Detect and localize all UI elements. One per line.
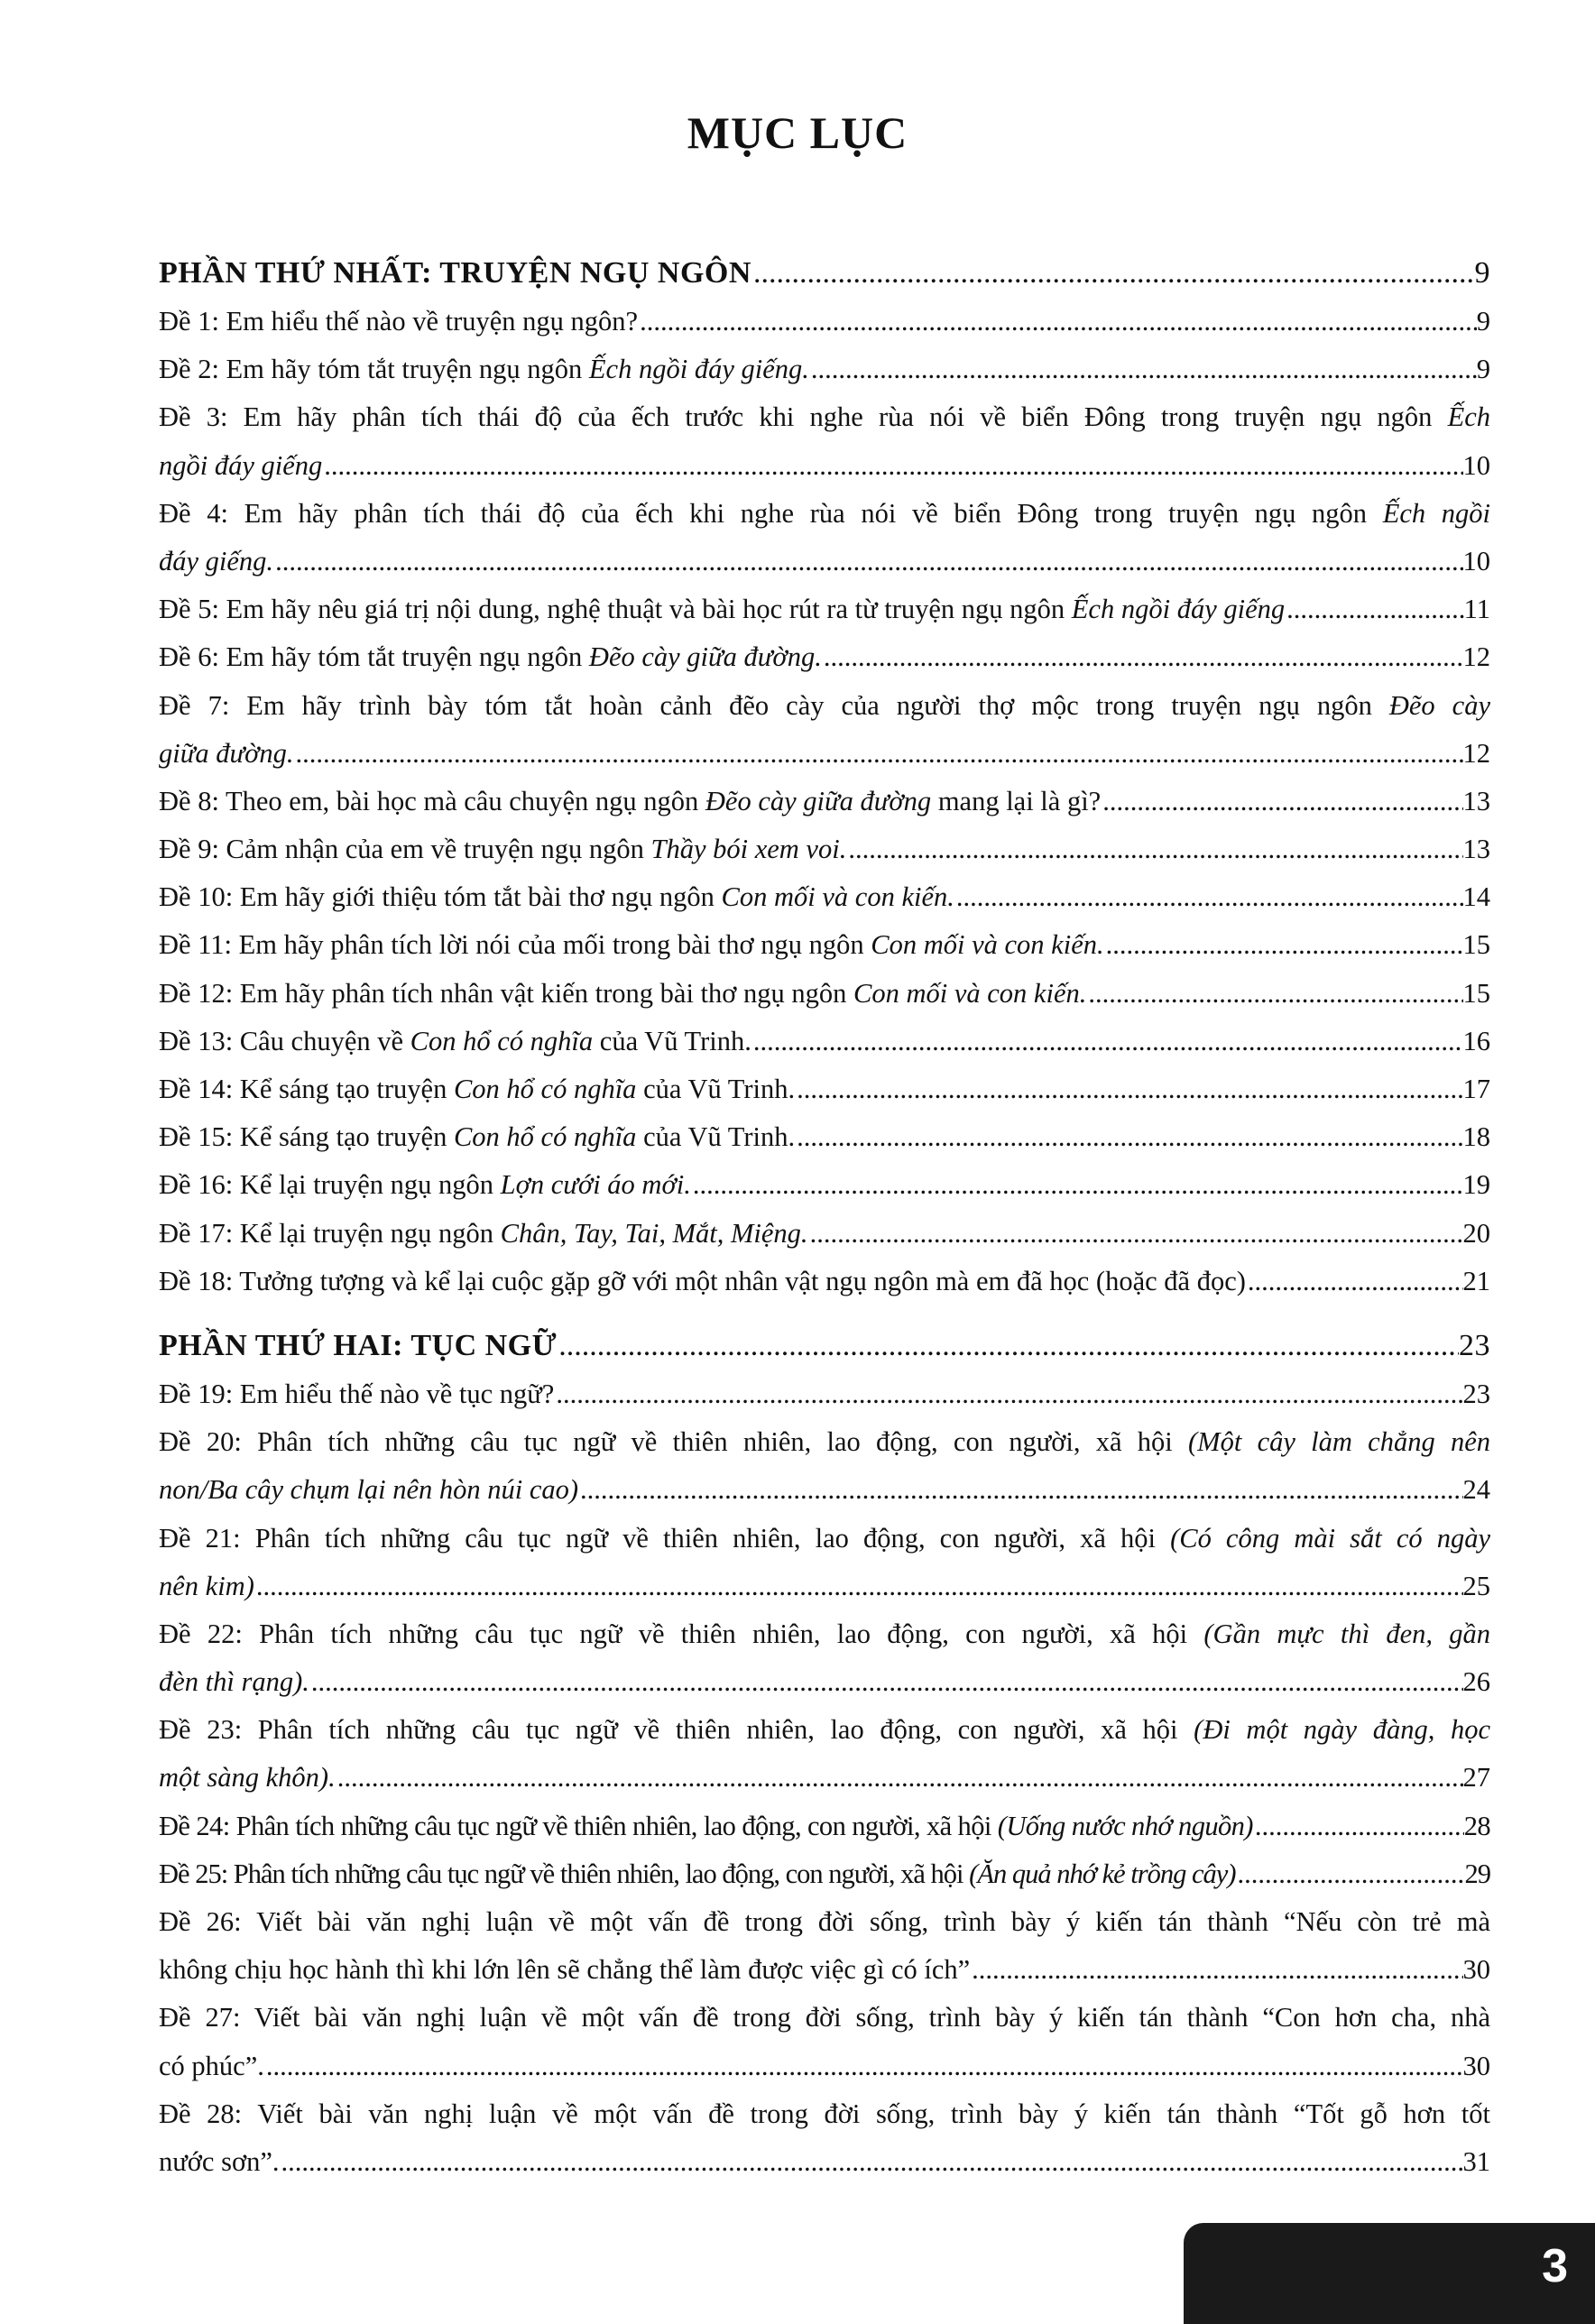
leader-dots	[336, 1754, 1463, 1802]
page-ref: 17	[1462, 1073, 1490, 1104]
leader-dots	[638, 298, 1477, 346]
toc-entry-25[interactable]: Đề 25: Phân tích những câu tục ngữ về thiên nhiên, lao động, con người, xã hội (Ăn quả nhớ kẻ trồng cây) ..... 29	[159, 1850, 1490, 1898]
page-ref: 30	[1462, 1954, 1490, 1986]
leader-dots	[691, 1161, 1463, 1209]
page-ref: 13	[1462, 834, 1490, 865]
leader-dots	[1253, 1803, 1464, 1850]
toc-section-1[interactable]	[159, 249, 1490, 298]
page-ref: 23	[1459, 1328, 1490, 1362]
page-ref: 20	[1462, 1217, 1490, 1249]
leader-dots	[822, 633, 1463, 681]
page-ref: 24	[1462, 1474, 1490, 1506]
leader-dots	[254, 1563, 1463, 1610]
toc-entry-20[interactable]: Đề 20: Phân tích những câu tục ngữ về thiên nhiên, lao động, con người, xã hội (Một cây làm chẳng nên non/Ba cây chụm lại nên hòn núi cao) ..... 24	[159, 1418, 1490, 1514]
page-ref: 12	[1462, 641, 1490, 673]
page-ref: 10	[1462, 545, 1490, 576]
leader-dots	[309, 1658, 1463, 1706]
page-ref: 27	[1462, 1762, 1490, 1794]
page-ref: 21	[1462, 1265, 1490, 1296]
toc-entry-22[interactable]: Đề 22: Phân tích những câu tục ngữ về thiên nhiên, lao động, con người, xã hội (Gần mực thì đen, gần đèn thì rạng). ..... 26	[159, 1610, 1490, 1706]
page-ref: 13	[1462, 785, 1490, 816]
page-title: MỤC LỤC	[687, 107, 908, 158]
page-ref: 9	[1476, 305, 1490, 337]
leader-dots	[809, 346, 1477, 393]
toc-entry-2[interactable]: Đề 2: Em hãy tóm tắt truyện ngụ ngôn Ếch ngồi đáy giếng. ..... 9	[159, 346, 1490, 393]
page-ref: 18	[1462, 1121, 1490, 1153]
toc-entry-27[interactable]: Đề 27: Viết bài văn nghị luận về một vấn đề trong đời sống, trình bày ý kiến tán thành “Con hơn cha, nhà có phúc”. ..... 30	[159, 1994, 1490, 2089]
toc-entry-13[interactable]: Đề 13: Câu chuyện về Con hổ có nghĩa của Vũ Trinh. ..... 16	[159, 1018, 1490, 1065]
leader-dots	[846, 825, 1462, 873]
leader-dots	[1246, 1258, 1463, 1305]
leader-dots	[1236, 1850, 1465, 1898]
toc-entry-15[interactable]: Đề 15: Kể sáng tạo truyện Con hổ có nghĩa của Vũ Trinh. ..... 18	[159, 1113, 1490, 1161]
page-ref: 19	[1462, 1169, 1490, 1201]
leader-dots	[808, 1210, 1463, 1258]
toc-entry-9[interactable]: Đề 9: Cảm nhận của em về truyện ngụ ngôn Thầy bói xem voi. ..... 13	[159, 825, 1490, 873]
page-ref: 23	[1462, 1378, 1490, 1409]
toc-entry-14[interactable]: Đề 14: Kể sáng tạo truyện Con hổ có nghĩa của Vũ Trinh. ..... 17	[159, 1065, 1490, 1113]
page-ref: 9	[1476, 354, 1490, 385]
toc-entry-4[interactable]: Đề 4: Em hãy phân tích thái độ của ếch khi nghe rùa nói về biển Đông trong truyện ngụ ngôn Ếch ngồi đáy giếng. ..... 10	[159, 490, 1490, 586]
leader-dots	[322, 442, 1462, 490]
toc-entry-11[interactable]: Đề 11: Em hãy phân tích lời nói của mối trong bài thơ ngụ ngôn Con mối và con kiến. ..... 15	[159, 921, 1490, 969]
toc-entry-21[interactable]: Đề 21: Phân tích những câu tục ngữ về thiên nhiên, lao động, con người, xã hội (Có công mài sắt có ngày nên kim) ..... 25	[159, 1515, 1490, 1610]
leader-dots	[1285, 586, 1464, 633]
leader-dots	[954, 873, 1463, 921]
page-ref: 15	[1462, 977, 1490, 1009]
leader-dots	[279, 2138, 1462, 2186]
toc-section-2[interactable]	[159, 1322, 1490, 1370]
page-ref: 25	[1462, 1570, 1490, 1601]
toc-entry-6[interactable]: Đề 6: Em hãy tóm tắt truyện ngụ ngôn Đẽo cày giữa đường. ..... 12	[159, 633, 1490, 681]
leader-dots	[751, 1018, 1463, 1065]
toc-entry-7[interactable]: Đề 7: Em hãy trình bày tóm tắt hoàn cảnh đẽo cày của người thợ mộc trong truyện ngụ ngôn Đẽo cày giữa đường. ..... 12	[159, 682, 1490, 778]
leader-dots	[557, 1322, 1459, 1370]
page-ref: 26	[1462, 1666, 1490, 1698]
leader-dots	[1101, 778, 1462, 825]
leader-dots	[554, 1370, 1462, 1418]
page-ref: 10	[1462, 449, 1490, 481]
toc-entry-28[interactable]: Đề 28: Viết bài văn nghị luận về một vấn đề trong đời sống, trình bày ý kiến tán thành “Tốt gỗ hơn tốt nước sơn”. ..... 31	[159, 2090, 1490, 2186]
toc-entry-26[interactable]: Đề 26: Viết bài văn nghị luận về một vấn đề trong đời sống, trình bày ý kiến tán thành “Nếu còn trẻ mà không chịu học hành thì khi lớn lên sẽ chẳng thể làm được việc gì có ích” ..... 30	[159, 1898, 1490, 1994]
page-ref: 16	[1462, 1025, 1490, 1056]
leader-dots	[1086, 970, 1462, 1018]
page-ref: 30	[1462, 2050, 1490, 2081]
leader-dots	[273, 538, 1462, 586]
leader-dots	[578, 1466, 1462, 1514]
toc-entry-8[interactable]: Đề 8: Theo em, bài học mà câu chuyện ngụ ngôn Đẽo cày giữa đường mang lại là gì? ..... 13	[159, 778, 1490, 825]
table-of-contents	[159, 249, 1490, 2186]
toc-entry-10[interactable]: Đề 10: Em hãy giới thiệu tóm tắt bài thơ ngụ ngôn Con mối và con kiến. ..... 14	[159, 873, 1490, 921]
leader-dots	[795, 1065, 1462, 1113]
toc-entry-18[interactable]: Đề 18: Tưởng tượng và kể lại cuộc gặp gỡ với một nhân vật ngụ ngôn mà em đã học (hoặc đã đọc) ..... 21	[159, 1258, 1490, 1305]
page-ref: 12	[1462, 737, 1490, 769]
toc-entry-24[interactable]: Đề 24: Phân tích những câu tục ngữ về thiên nhiên, lao động, con người, xã hội (Uống nước nhớ nguồn) ..... 28	[159, 1803, 1490, 1850]
page-number: 3	[1542, 2240, 1568, 2292]
leader-dots	[751, 249, 1475, 298]
section-title: PHẦN THỨ HAI: TỤC NGỮ	[159, 1328, 558, 1362]
section-title: PHẦN THỨ NHẤT: TRUYỆN NGỤ NGÔN	[159, 256, 751, 290]
page-ref: 28	[1463, 1810, 1490, 1841]
page-ref: 31	[1462, 2145, 1490, 2177]
toc-entry-23[interactable]: Đề 23: Phân tích những câu tục ngữ về thiên nhiên, lao động, con người, xã hội (Đi một ngày đàng, học một sàng khôn). ..... 27	[159, 1706, 1490, 1802]
toc-entry-3[interactable]: Đề 3: Em hãy phân tích thái độ của ếch trước khi nghe rùa nói về biển Đông trong truyện ngụ ngôn Ếch ngồi đáy giếng ..... 10	[159, 393, 1490, 489]
page-ref: 15	[1462, 929, 1490, 961]
leader-dots	[264, 2043, 1463, 2090]
page-ref: 29	[1464, 1858, 1490, 1889]
leader-dots	[795, 1113, 1462, 1161]
toc-entry-5[interactable]: Đề 5: Em hãy nêu giá trị nội dung, nghệ thuật và bài học rút ra từ truyện ngụ ngôn Ếch ngồi đáy giếng ..... 11	[159, 586, 1490, 633]
page-ref: 11	[1463, 594, 1490, 625]
page-ref: 9	[1474, 256, 1490, 290]
page-ref: 14	[1462, 881, 1490, 913]
toc-entry-1[interactable]: Đề 1: Em hiểu thế nào về truyện ngụ ngôn? ..... 9	[159, 298, 1490, 346]
toc-entry-16[interactable]: Đề 16: Kể lại truyện ngụ ngôn Lợn cưới áo mới. ..... 19	[159, 1161, 1490, 1209]
leader-dots	[294, 730, 1463, 778]
leader-dots	[970, 1946, 1462, 1994]
toc-entry-12[interactable]: Đề 12: Em hãy phân tích nhân vật kiến trong bài thơ ngụ ngôn Con mối và con kiến. ..... 15	[159, 970, 1490, 1018]
leader-dots	[1104, 921, 1463, 969]
page-number-tab	[1184, 2223, 1595, 2324]
toc-entry-17[interactable]: Đề 17: Kể lại truyện ngụ ngôn Chân, Tay, Tai, Mắt, Miệng. ..... 20	[159, 1210, 1490, 1258]
toc-entry-19[interactable]: Đề 19: Em hiểu thế nào về tục ngữ? ..... 23	[159, 1370, 1490, 1418]
